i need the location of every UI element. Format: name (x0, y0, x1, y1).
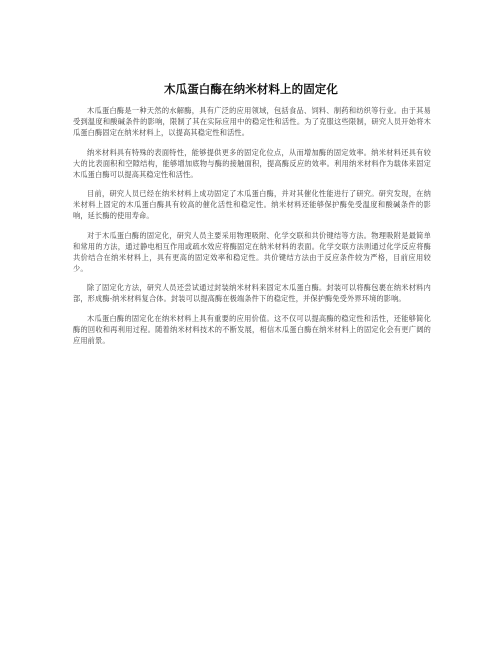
document-body (73, 105, 431, 354)
paragraph-4: 对于木瓜蛋白酶的固定化，研究人员主要采用物理吸附、化学交联和共价键结等方法。物理吸附是最简单和常用的方法，通过静电相互作用或疏水效应将酶固定在纳米材料的表面。化学交联方法则通过化学反应将酶共价结合在纳米材料上，具有更高的固定效率和稳定性。共价键结方法由于反应条件较为严格，目前应用较少。 (73, 230, 431, 273)
paragraph-3: 目前，研究人员已经在纳米材料上成功固定了木瓜蛋白酶，并对其催化性能进行了研究。研究发现，在纳米材料上固定的木瓜蛋白酶具有较高的催化活性和稳定性。纳米材料还能够保护酶免受温度和酸碱条件的影响，延长酶的使用寿命。 (73, 189, 431, 220)
paragraph-1: 木瓜蛋白酶是一种天然的水解酶，具有广泛的应用领域，包括食品、饲料、制药和纺织等行业。由于其易受到温度和酸碱条件的影响，限制了其在实际应用中的稳定性和活性。为了克服这些限制，研究人员开始将木瓜蛋白酶固定在纳米材料上，以提高其稳定性和活性。 (73, 106, 431, 137)
document-title: 木瓜蛋白酶在纳米材料上的固定化 (164, 82, 338, 96)
paragraph-2: 纳米材料具有特殊的表面特性，能够提供更多的固定化位点，从而增加酶的固定效率。纳米材料还具有较大的比表面积和空隙结构，能够增加底物与酶的接触面积，提高酶反应的效率。利用纳米材料作为载体来固定木瓜蛋白酶可以提高其稳定性和活性。 (73, 147, 431, 179)
paragraph-5: 除了固定化方法，研究人员还尝试通过封装纳米材料来固定木瓜蛋白酶。封装可以将酶包裹在纳米材料内部，形成酶-纳米材料复合体。封装可以提高酶在极端条件下的稳定性，并保护酶免受外界环境的影响。 (73, 283, 431, 303)
paragraph-6: 木瓜蛋白酶的固定化在纳米材料上具有重要的应用价值。这不仅可以提高酶的稳定性和活性，还能够简化酶的回收和再利用过程。随着纳米材料技术的不断发展，相信木瓜蛋白酶在纳米材料上的固定化会有更广阔的应用前景。 (73, 313, 431, 345)
